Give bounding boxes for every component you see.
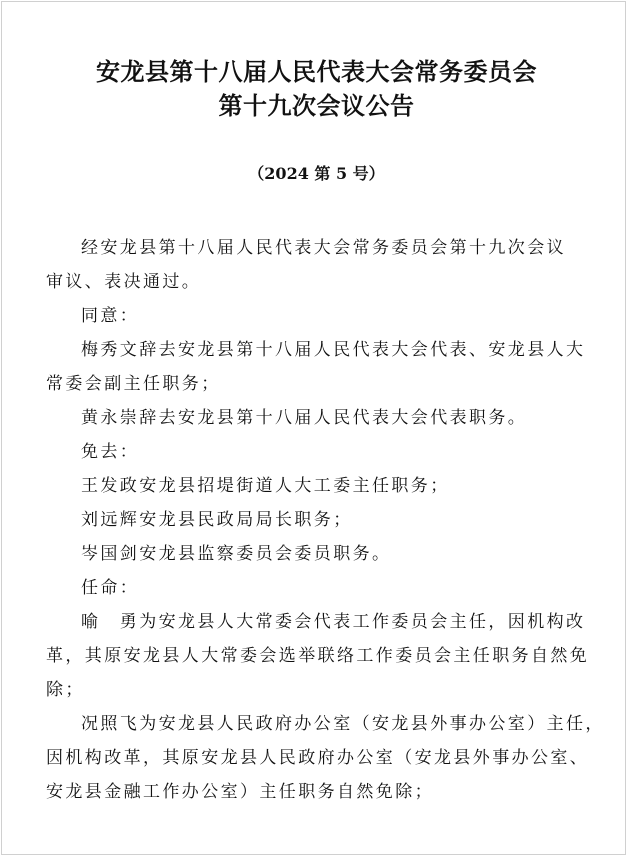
announcement-title-line1: 安龙县第十八届人民代表大会常务委员会 [96, 57, 537, 86]
body-paragraph-line: 常委会副主任职务； [46, 374, 221, 394]
body-paragraph-line: 黄永崇辞去安龙县第十八届人民代表大会代表职务。 [81, 408, 528, 428]
announcement-title-line2: 第十九次会议公告 [218, 91, 415, 120]
document-page [1, 1, 626, 855]
body-paragraph-line: 刘远辉安龙县民政局局长职务； [81, 510, 353, 530]
body-paragraph-line: 王发政安龙县招堤街道人大工委主任职务； [81, 476, 450, 496]
body-paragraph-line: 审议、表决通过。 [46, 272, 202, 292]
section-heading-agree: 同意： [81, 306, 140, 326]
body-paragraph-line: 除； [46, 680, 85, 700]
document-number: （2024 第 5 号） [248, 164, 385, 183]
section-heading-remove: 免去： [81, 442, 140, 462]
body-paragraph-line: 经安龙县第十八届人民代表大会常务委员会第十九次会议 [81, 238, 566, 258]
body-paragraph-line: 安龙县金融工作办公室）主任职务自然免除； [46, 782, 434, 802]
body-paragraph-line: 喻 勇为安龙县人大常委会代表工作委员会主任，因机构改 [81, 612, 586, 632]
body-paragraph-line: 况照飞为安龙县人民政府办公室（安龙县外事办公室）主任， [81, 714, 605, 734]
body-paragraph-line: 革，其原安龙县人大常委会选举联络工作委员会主任职务自然免 [46, 646, 590, 666]
body-paragraph-line: 岑国剑安龙县监察委员会委员职务。 [81, 544, 392, 564]
body-paragraph-line: 因机构改革，其原安龙县人民政府办公室（安龙县外事办公室、 [46, 748, 590, 768]
body-paragraph-line: 梅秀文辞去安龙县第十八届人民代表大会代表、安龙县人大 [81, 340, 586, 360]
section-heading-appoint: 任命： [81, 578, 140, 598]
